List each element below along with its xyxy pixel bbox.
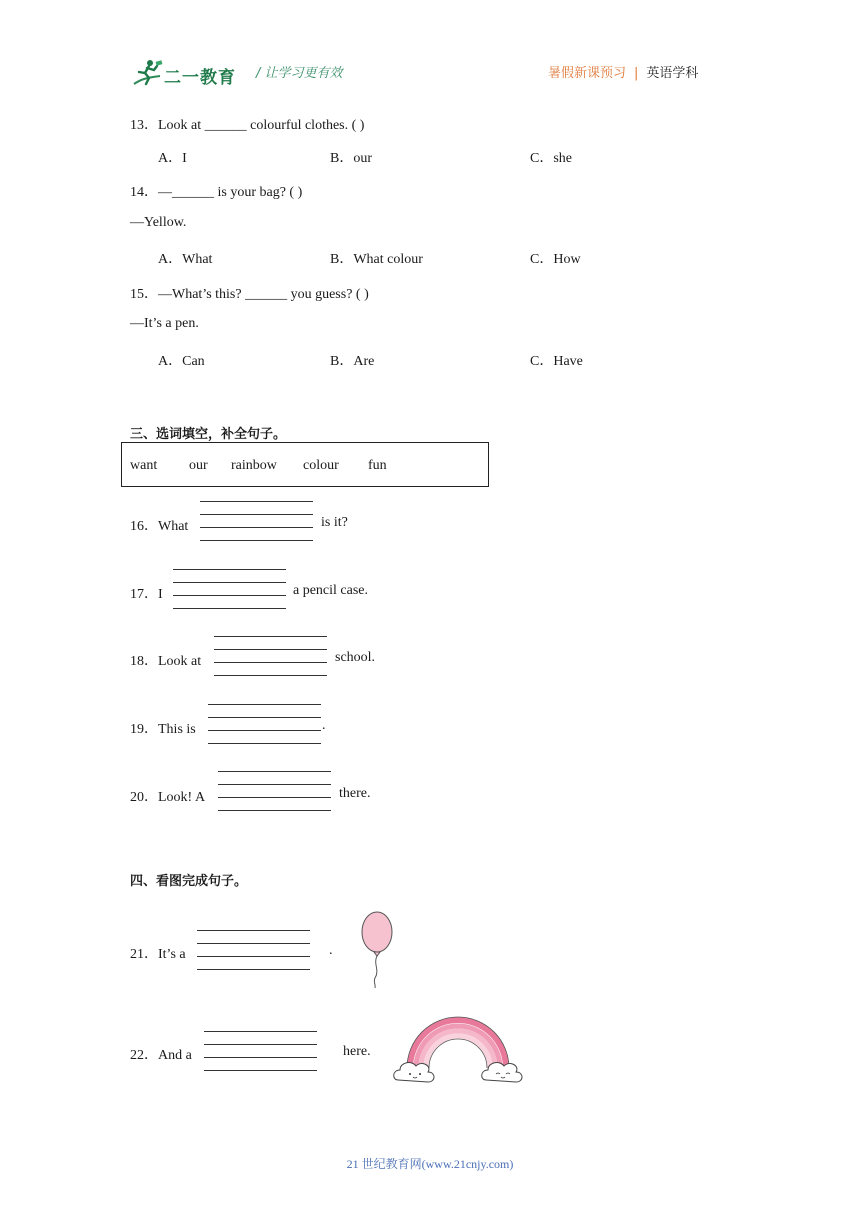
q18-answer-lines[interactable] [214,636,327,678]
q15-option-b: B．Are [330,354,375,369]
header-separator: | [634,66,639,81]
q20-before: 20．Look! A [130,790,206,805]
word-bank-item: want [130,458,158,473]
q15-option-a: A．Can [158,354,205,369]
q20-answer-lines[interactable] [218,771,331,813]
q14-stem: 14．—______ is your bag? ( ) [130,185,303,200]
q14-option-c: C．How [530,252,581,267]
q16-before: 16．What [130,519,189,534]
q15-option-c: C．Have [530,354,583,369]
q22-before: 22．And a [130,1048,192,1063]
q16-answer-lines[interactable] [200,501,313,543]
word-bank-item: rainbow [231,458,277,473]
q18-after: school. [335,650,376,665]
q22-after: here. [343,1044,371,1059]
word-bank-item: our [189,458,208,473]
header-right [548,62,698,81]
q14-option-a: A．What [158,252,213,267]
balloon-icon [356,910,398,990]
logo-text: 二一教育 [164,68,236,88]
footer: 21 世纪教育网(www.21cnjy.com) [346,1157,514,1171]
word-bank-item: colour [303,458,339,473]
section4-title: 四、看图完成句子。 [130,874,248,889]
q15-answer-line: —It’s a pen. [130,316,199,331]
rainbow-icon [390,1010,526,1090]
course-label: 暑假新课预习 [548,66,627,81]
q21-answer-lines[interactable] [197,930,310,972]
q13-option-b: B．our [330,151,372,166]
word-bank [121,442,489,487]
q17-before: 17．I [130,587,163,602]
q13-stem: 13．Look at ______ colourful clothes. ( ) [130,118,365,133]
q21-after: . [329,943,333,958]
q15-stem: 15．—What’s this? ______ you guess? ( ) [130,287,369,302]
q22-answer-lines[interactable] [204,1031,317,1073]
q13-option-c: C．she [530,151,572,166]
q17-answer-lines[interactable] [173,569,286,611]
q17-after: a pencil case. [293,583,369,598]
q20-after: there. [339,786,371,801]
runner-logo-icon [130,58,164,88]
q13-option-a: A．I [158,151,187,166]
subject-label: 英语学科 [646,66,699,81]
word-bank-item: fun [368,458,387,473]
q14-answer-line: —Yellow. [130,215,187,230]
q19-after: . [322,718,326,733]
section3-title: 三、选词填空，补全句子。 [130,427,287,442]
q18-before: 18．Look at [130,654,202,669]
q16-after: is it? [321,515,348,530]
logo [130,58,240,88]
q19-answer-lines[interactable] [208,704,321,746]
q14-option-b: B．What colour [330,252,423,267]
q19-before: 19．This is [130,722,196,737]
q21-before: 21．It’s a [130,947,186,962]
slogan: / 让学习更有效 [256,66,343,81]
